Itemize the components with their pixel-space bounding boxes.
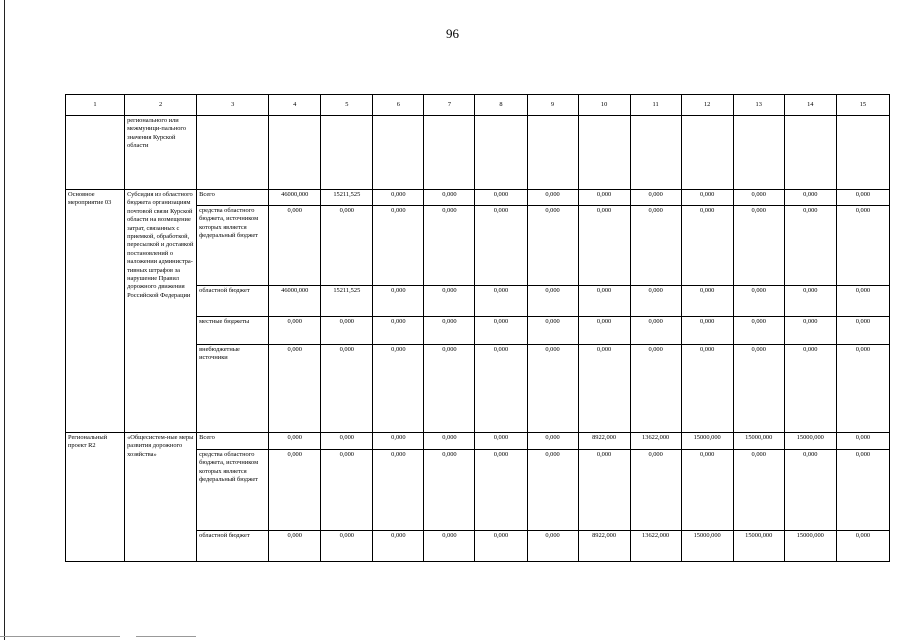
value-cell: 0,000 [424, 531, 475, 562]
header-cell-6: 6 [373, 95, 424, 116]
value-cell: 0,000 [836, 190, 889, 206]
value-cell: 0,000 [681, 206, 733, 286]
continuation-empty-cell [527, 116, 578, 190]
value-cell: 0,000 [373, 450, 424, 531]
value-cell: 0,000 [475, 190, 527, 206]
section-name: Основное мероприятие 03 [66, 190, 125, 433]
value-cell: 0,000 [269, 317, 321, 345]
value-cell: 0,000 [784, 286, 836, 317]
value-cell: 0,000 [269, 345, 321, 433]
header-cell-1: 1 [66, 95, 125, 116]
value-cell: 0,000 [681, 345, 733, 433]
continuation-text: регионального или межмуници-пального значения Курской области [125, 116, 197, 190]
value-cell: 15000,000 [733, 531, 784, 562]
funding-source: областной бюджет [197, 286, 269, 317]
continuation-empty-cell [269, 116, 321, 190]
funding-source: средства областного бюджета, источником которых является федеральный бюджет [197, 206, 269, 286]
value-cell: 0,000 [424, 433, 475, 450]
header-cell-9: 9 [527, 95, 578, 116]
value-cell: 0,000 [784, 317, 836, 345]
value-cell: 0,000 [733, 345, 784, 433]
value-cell: 0,000 [373, 190, 424, 206]
value-cell: 15211,525 [321, 286, 373, 317]
header-cell-11: 11 [630, 95, 681, 116]
value-cell: 0,000 [269, 450, 321, 531]
value-cell: 0,000 [527, 450, 578, 531]
value-cell: 0,000 [681, 190, 733, 206]
value-cell: 0,000 [578, 450, 630, 531]
value-cell: 0,000 [269, 531, 321, 562]
value-cell: 0,000 [681, 286, 733, 317]
continuation-empty-cell [733, 116, 784, 190]
continuation-empty-cell [66, 116, 125, 190]
value-cell: 0,000 [527, 433, 578, 450]
value-cell: 0,000 [475, 531, 527, 562]
value-cell: 0,000 [630, 190, 681, 206]
table-body [66, 95, 890, 562]
value-cell: 0,000 [321, 433, 373, 450]
continuation-row [66, 116, 890, 190]
header-cell-13: 13 [733, 95, 784, 116]
value-cell: 0,000 [527, 286, 578, 317]
value-cell: 0,000 [321, 450, 373, 531]
value-cell: 0,000 [373, 206, 424, 286]
value-cell: 0,000 [630, 286, 681, 317]
value-cell: 0,000 [527, 531, 578, 562]
value-cell: 0,000 [630, 206, 681, 286]
continuation-empty-cell [197, 116, 269, 190]
value-cell: 0,000 [733, 317, 784, 345]
value-cell: 0,000 [784, 345, 836, 433]
continuation-empty-cell [681, 116, 733, 190]
value-cell: 0,000 [475, 345, 527, 433]
value-cell: 0,000 [578, 286, 630, 317]
value-cell: 0,000 [475, 317, 527, 345]
header-row [66, 95, 890, 116]
scan-left-edge [4, 0, 5, 640]
table-row [66, 433, 890, 450]
value-cell: 0,000 [578, 206, 630, 286]
value-cell: 0,000 [424, 286, 475, 317]
budget-table [65, 94, 890, 562]
value-cell: 15000,000 [733, 433, 784, 450]
value-cell: 0,000 [373, 531, 424, 562]
value-cell: 0,000 [527, 317, 578, 345]
value-cell: 0,000 [733, 286, 784, 317]
section-description: «Общесистем-ные меры развития дорожного хозяйства» [125, 433, 197, 562]
value-cell: 0,000 [527, 345, 578, 433]
continuation-empty-cell [578, 116, 630, 190]
value-cell: 0,000 [836, 433, 889, 450]
header-cell-15: 15 [836, 95, 889, 116]
value-cell: 0,000 [836, 345, 889, 433]
value-cell: 0,000 [784, 450, 836, 531]
value-cell: 0,000 [578, 317, 630, 345]
value-cell: 0,000 [681, 450, 733, 531]
value-cell: 0,000 [475, 286, 527, 317]
value-cell: 15211,525 [321, 190, 373, 206]
section-description: Субсидия из областного бюджета организациям почтовой связи Курской области на возмещение затрат, связанных с приемкой, обработкой, пересылкой и доставкой постановлений о наложении администра-тивных штрафов за нарушение Правил дорожного движения Российской Федерации [125, 190, 197, 433]
continuation-empty-cell [630, 116, 681, 190]
value-cell: 15000,000 [784, 433, 836, 450]
value-cell: 0,000 [836, 317, 889, 345]
page-number: 96 [446, 26, 459, 41]
value-cell: 0,000 [527, 190, 578, 206]
value-cell: 0,000 [630, 345, 681, 433]
value-cell: 0,000 [733, 206, 784, 286]
value-cell: 0,000 [578, 190, 630, 206]
header-cell-4: 4 [269, 95, 321, 116]
value-cell: 0,000 [630, 317, 681, 345]
value-cell: 0,000 [475, 206, 527, 286]
continuation-empty-cell [475, 116, 527, 190]
value-cell: 0,000 [424, 206, 475, 286]
value-cell: 13622,000 [630, 433, 681, 450]
header-cell-2: 2 [125, 95, 197, 116]
funding-source: средства областного бюджета, источником которых является федеральный бюджет [197, 450, 269, 531]
funding-source: областной бюджет [197, 531, 269, 562]
value-cell: 0,000 [321, 345, 373, 433]
value-cell: 0,000 [269, 433, 321, 450]
value-cell: 0,000 [784, 206, 836, 286]
value-cell: 46000,000 [269, 286, 321, 317]
value-cell: 0,000 [836, 286, 889, 317]
value-cell: 8922,000 [578, 531, 630, 562]
value-cell: 0,000 [836, 450, 889, 531]
header-cell-14: 14 [784, 95, 836, 116]
value-cell: 0,000 [321, 317, 373, 345]
value-cell: 0,000 [630, 450, 681, 531]
value-cell: 0,000 [475, 433, 527, 450]
funding-source: местные бюджеты [197, 317, 269, 345]
value-cell: 0,000 [269, 206, 321, 286]
value-cell: 0,000 [424, 450, 475, 531]
funding-source: Всего [197, 190, 269, 206]
value-cell: 0,000 [733, 450, 784, 531]
header-cell-12: 12 [681, 95, 733, 116]
value-cell: 0,000 [784, 190, 836, 206]
value-cell: 0,000 [373, 286, 424, 317]
value-cell: 0,000 [373, 345, 424, 433]
value-cell: 8922,000 [578, 433, 630, 450]
header-cell-7: 7 [424, 95, 475, 116]
table-row [66, 190, 890, 206]
continuation-empty-cell [373, 116, 424, 190]
value-cell: 0,000 [373, 433, 424, 450]
scan-bottom-rule [0, 636, 120, 637]
header-cell-5: 5 [321, 95, 373, 116]
value-cell: 0,000 [836, 531, 889, 562]
value-cell: 0,000 [424, 345, 475, 433]
value-cell: 0,000 [527, 206, 578, 286]
scan-bottom-rule-2 [136, 636, 196, 637]
value-cell: 0,000 [836, 206, 889, 286]
value-cell: 0,000 [424, 317, 475, 345]
value-cell: 0,000 [475, 450, 527, 531]
value-cell: 13622,000 [630, 531, 681, 562]
value-cell: 15000,000 [681, 433, 733, 450]
value-cell: 0,000 [681, 317, 733, 345]
value-cell: 0,000 [733, 190, 784, 206]
value-cell: 15000,000 [681, 531, 733, 562]
value-cell: 0,000 [578, 345, 630, 433]
value-cell: 0,000 [321, 531, 373, 562]
funding-source: Всего [197, 433, 269, 450]
section-name: Региональный проект R2 [66, 433, 125, 562]
continuation-empty-cell [424, 116, 475, 190]
header-cell-8: 8 [475, 95, 527, 116]
header-cell-10: 10 [578, 95, 630, 116]
continuation-empty-cell [321, 116, 373, 190]
value-cell: 46000,000 [269, 190, 321, 206]
value-cell: 0,000 [321, 206, 373, 286]
continuation-empty-cell [784, 116, 836, 190]
value-cell: 0,000 [424, 190, 475, 206]
header-cell-3: 3 [197, 95, 269, 116]
value-cell: 15000,000 [784, 531, 836, 562]
continuation-empty-cell [836, 116, 889, 190]
funding-source: внебюджетные источники [197, 345, 269, 433]
value-cell: 0,000 [373, 317, 424, 345]
